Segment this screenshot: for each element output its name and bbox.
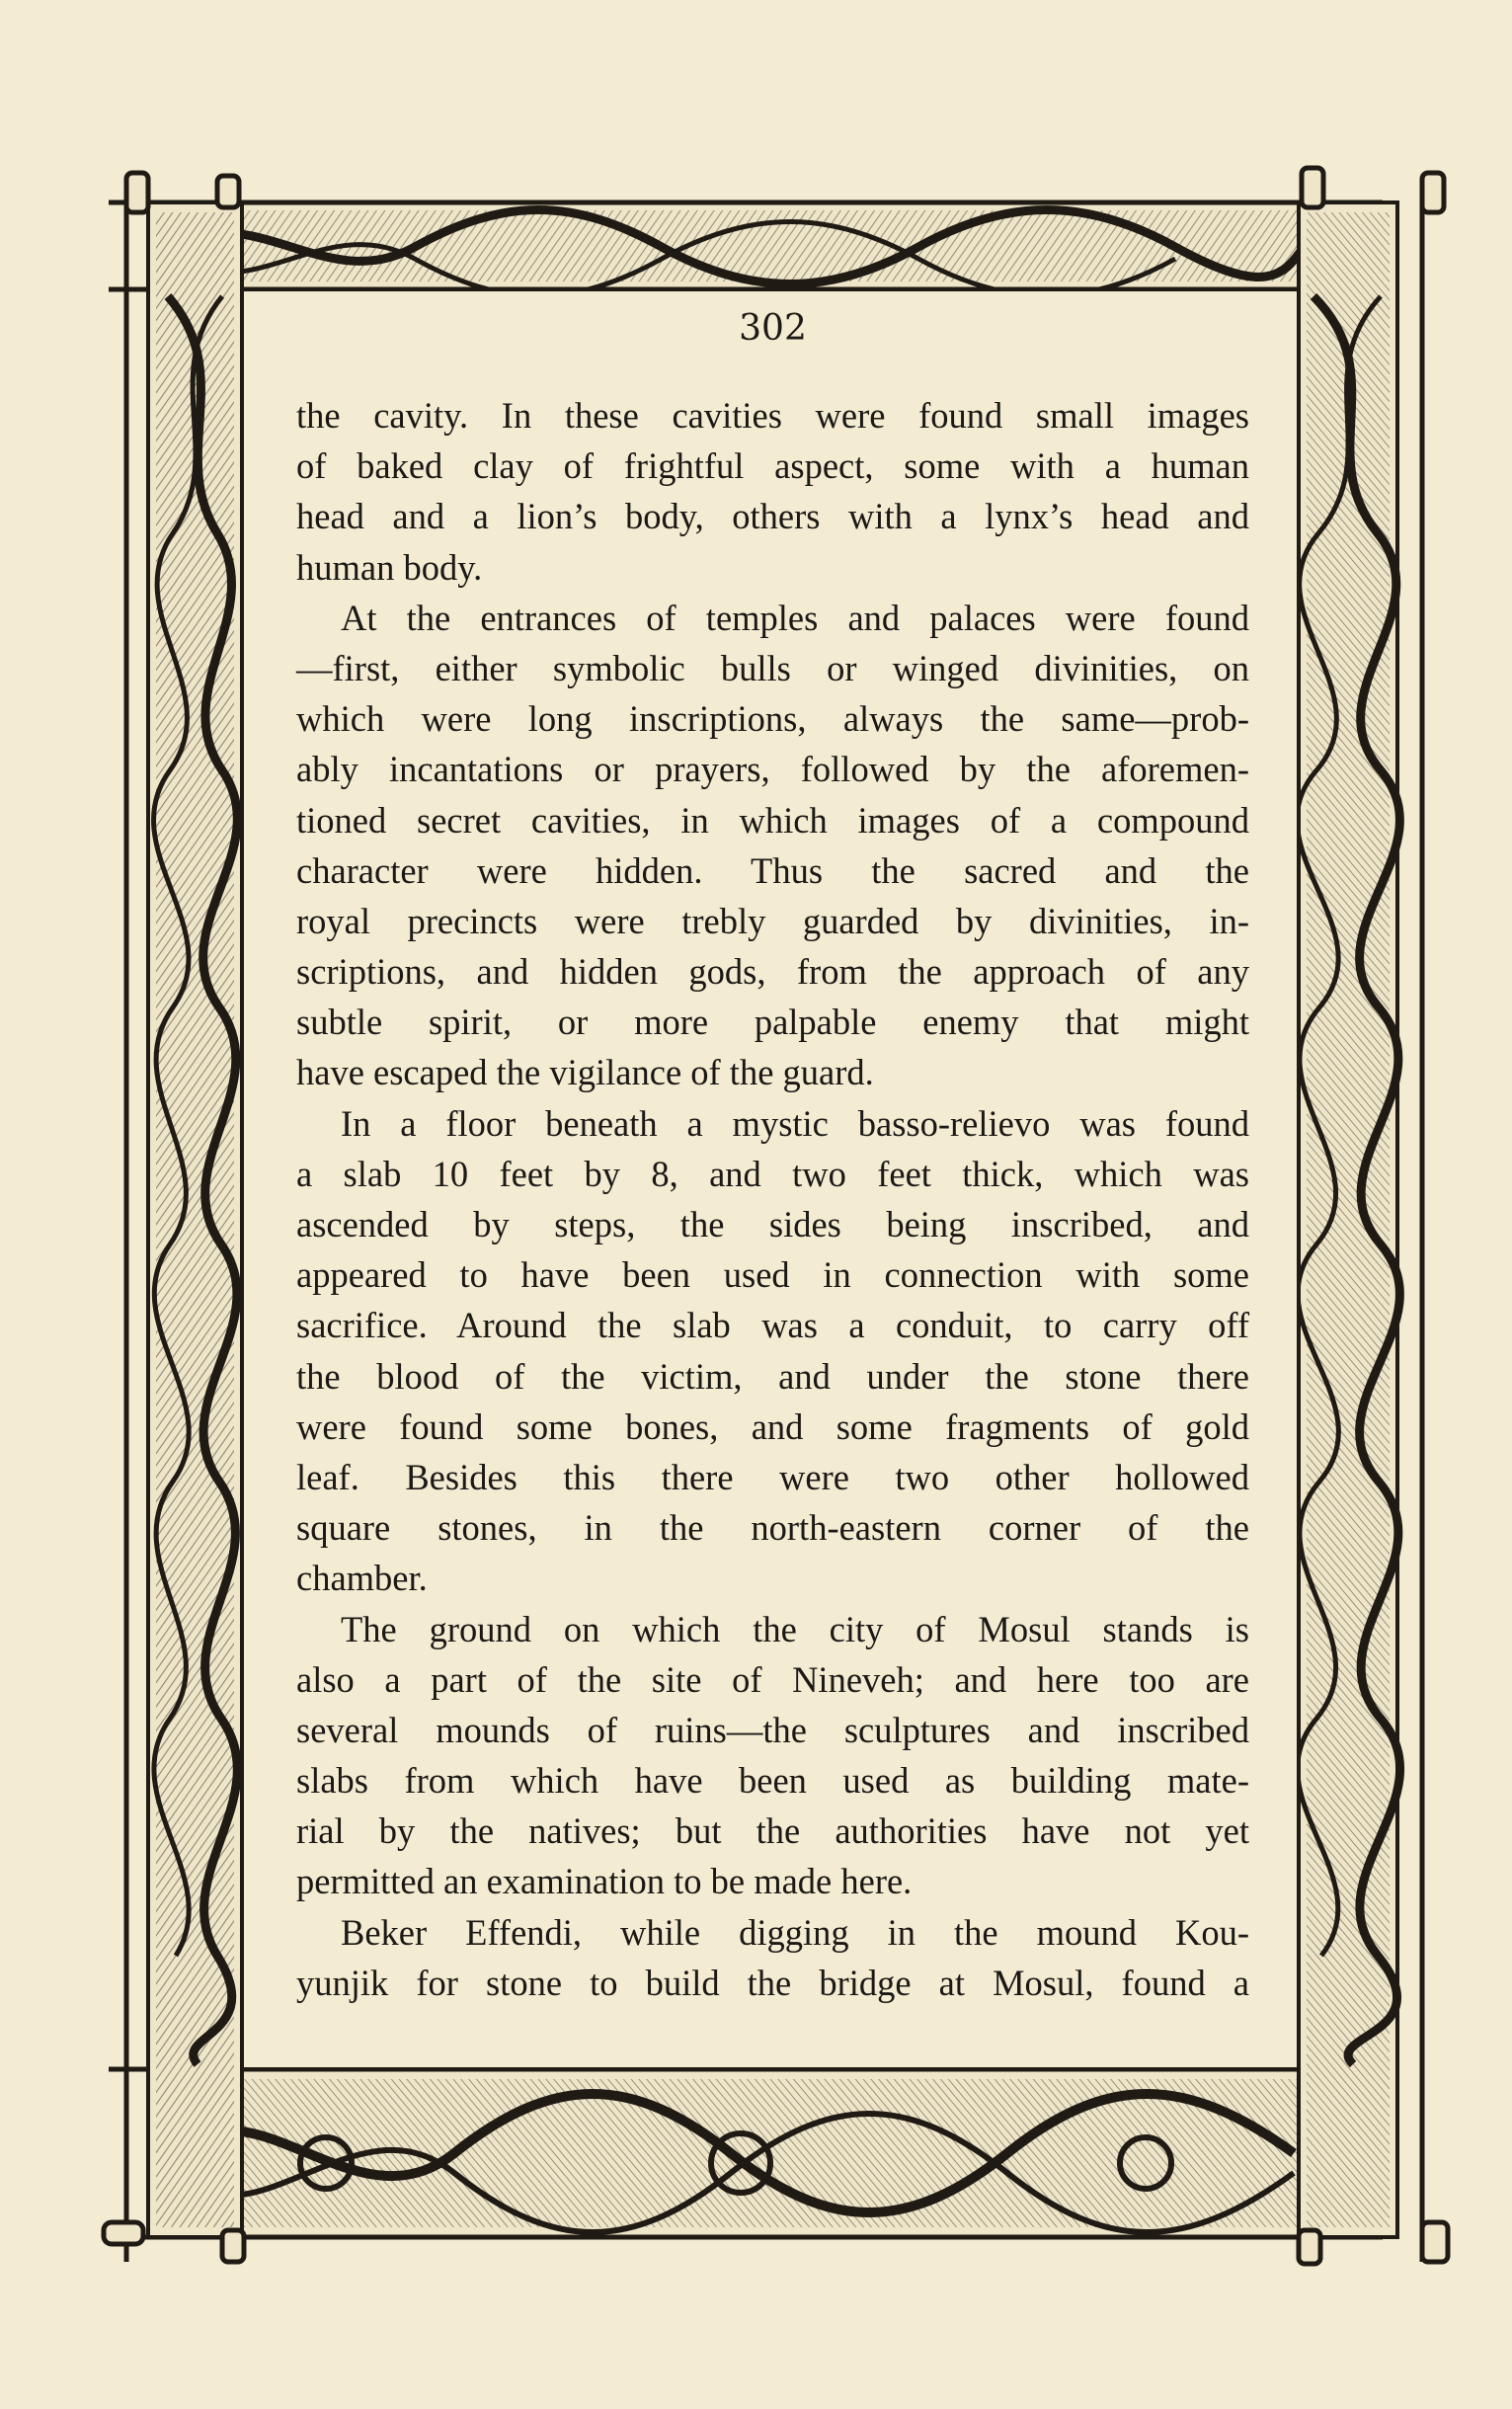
text-line: permitted an examination to be made here. — [296, 1861, 913, 1902]
text-line: the blood of the victim, and under the stone there — [296, 1355, 1249, 1397]
text-line: At the entrances of temples and palaces were found — [341, 597, 1249, 638]
text-line: human body. — [296, 546, 483, 588]
text-line: several mounds of ruins—the sculptures and inscribed — [296, 1709, 1249, 1750]
bottom-border-band — [109, 2069, 1383, 2237]
body-text — [296, 390, 1249, 2008]
left-border-column — [126, 178, 242, 2262]
text-line: scriptions, and hidden gods, from the approach of any — [296, 951, 1249, 993]
text-line: slabs from which have been used as building mate- — [296, 1760, 1249, 1802]
text-line: The ground on which the city of Mosul stands is — [341, 1608, 1249, 1649]
text-line: square stones, in the north-eastern corner of the — [296, 1507, 1249, 1549]
page-number: 302 — [739, 308, 807, 349]
text-line: appeared to have been used in connection with some — [296, 1254, 1249, 1296]
text-line: head and a lion’s body, others with a lynx’s head and — [296, 496, 1249, 537]
text-line: royal precincts were trebly guarded by divinities, in- — [296, 900, 1249, 941]
text-line: have escaped the vigilance of the guard. — [296, 1052, 874, 1093]
text-line: In a floor beneath a mystic basso-relievo was found — [341, 1102, 1249, 1144]
text-line: leaf. Besides this there were two other hollowed — [296, 1456, 1249, 1497]
text-line: of baked clay of frightful aspect, some with a human — [296, 445, 1249, 487]
text-line: tioned secret cavities, in which images of a compound — [296, 799, 1249, 841]
text-line: the cavity. In these cavities were found small images — [296, 395, 1249, 436]
right-border-column — [1297, 178, 1422, 2262]
text-block — [296, 306, 1249, 2015]
top-border-band — [109, 202, 1383, 296]
text-line: were found some bones, and some fragments of gold — [296, 1405, 1249, 1447]
text-line: subtle spirit, or more palpable enemy that might — [296, 1002, 1249, 1043]
text-line: also a part of the site of Nineveh; and here too are — [296, 1658, 1249, 1700]
text-line: ably incantations or prayers, followed by the aforemen- — [296, 749, 1249, 790]
text-line: sacrifice. Around the slab was a conduit, to carry off — [296, 1305, 1249, 1346]
text-line: ascended by steps, the sides being inscribed, and — [296, 1204, 1249, 1245]
text-line: a slab 10 feet by 8, and two feet thick, which was — [296, 1153, 1249, 1194]
text-line: yunjik for stone to build the bridge at Mosul, found a — [296, 1962, 1249, 2003]
text-line: chamber. — [296, 1558, 428, 1599]
text-line: rial by the natives; but the authorities have not yet — [296, 1810, 1249, 1852]
text-line: which were long inscriptions, always the same—prob- — [296, 698, 1249, 740]
text-line: character were hidden. Thus the sacred and the — [296, 849, 1249, 891]
text-line: —first, either symbolic bulls or winged divinities, on — [296, 647, 1249, 688]
text-line: Beker Effendi, while digging in the mound Kou- — [341, 1911, 1249, 1953]
